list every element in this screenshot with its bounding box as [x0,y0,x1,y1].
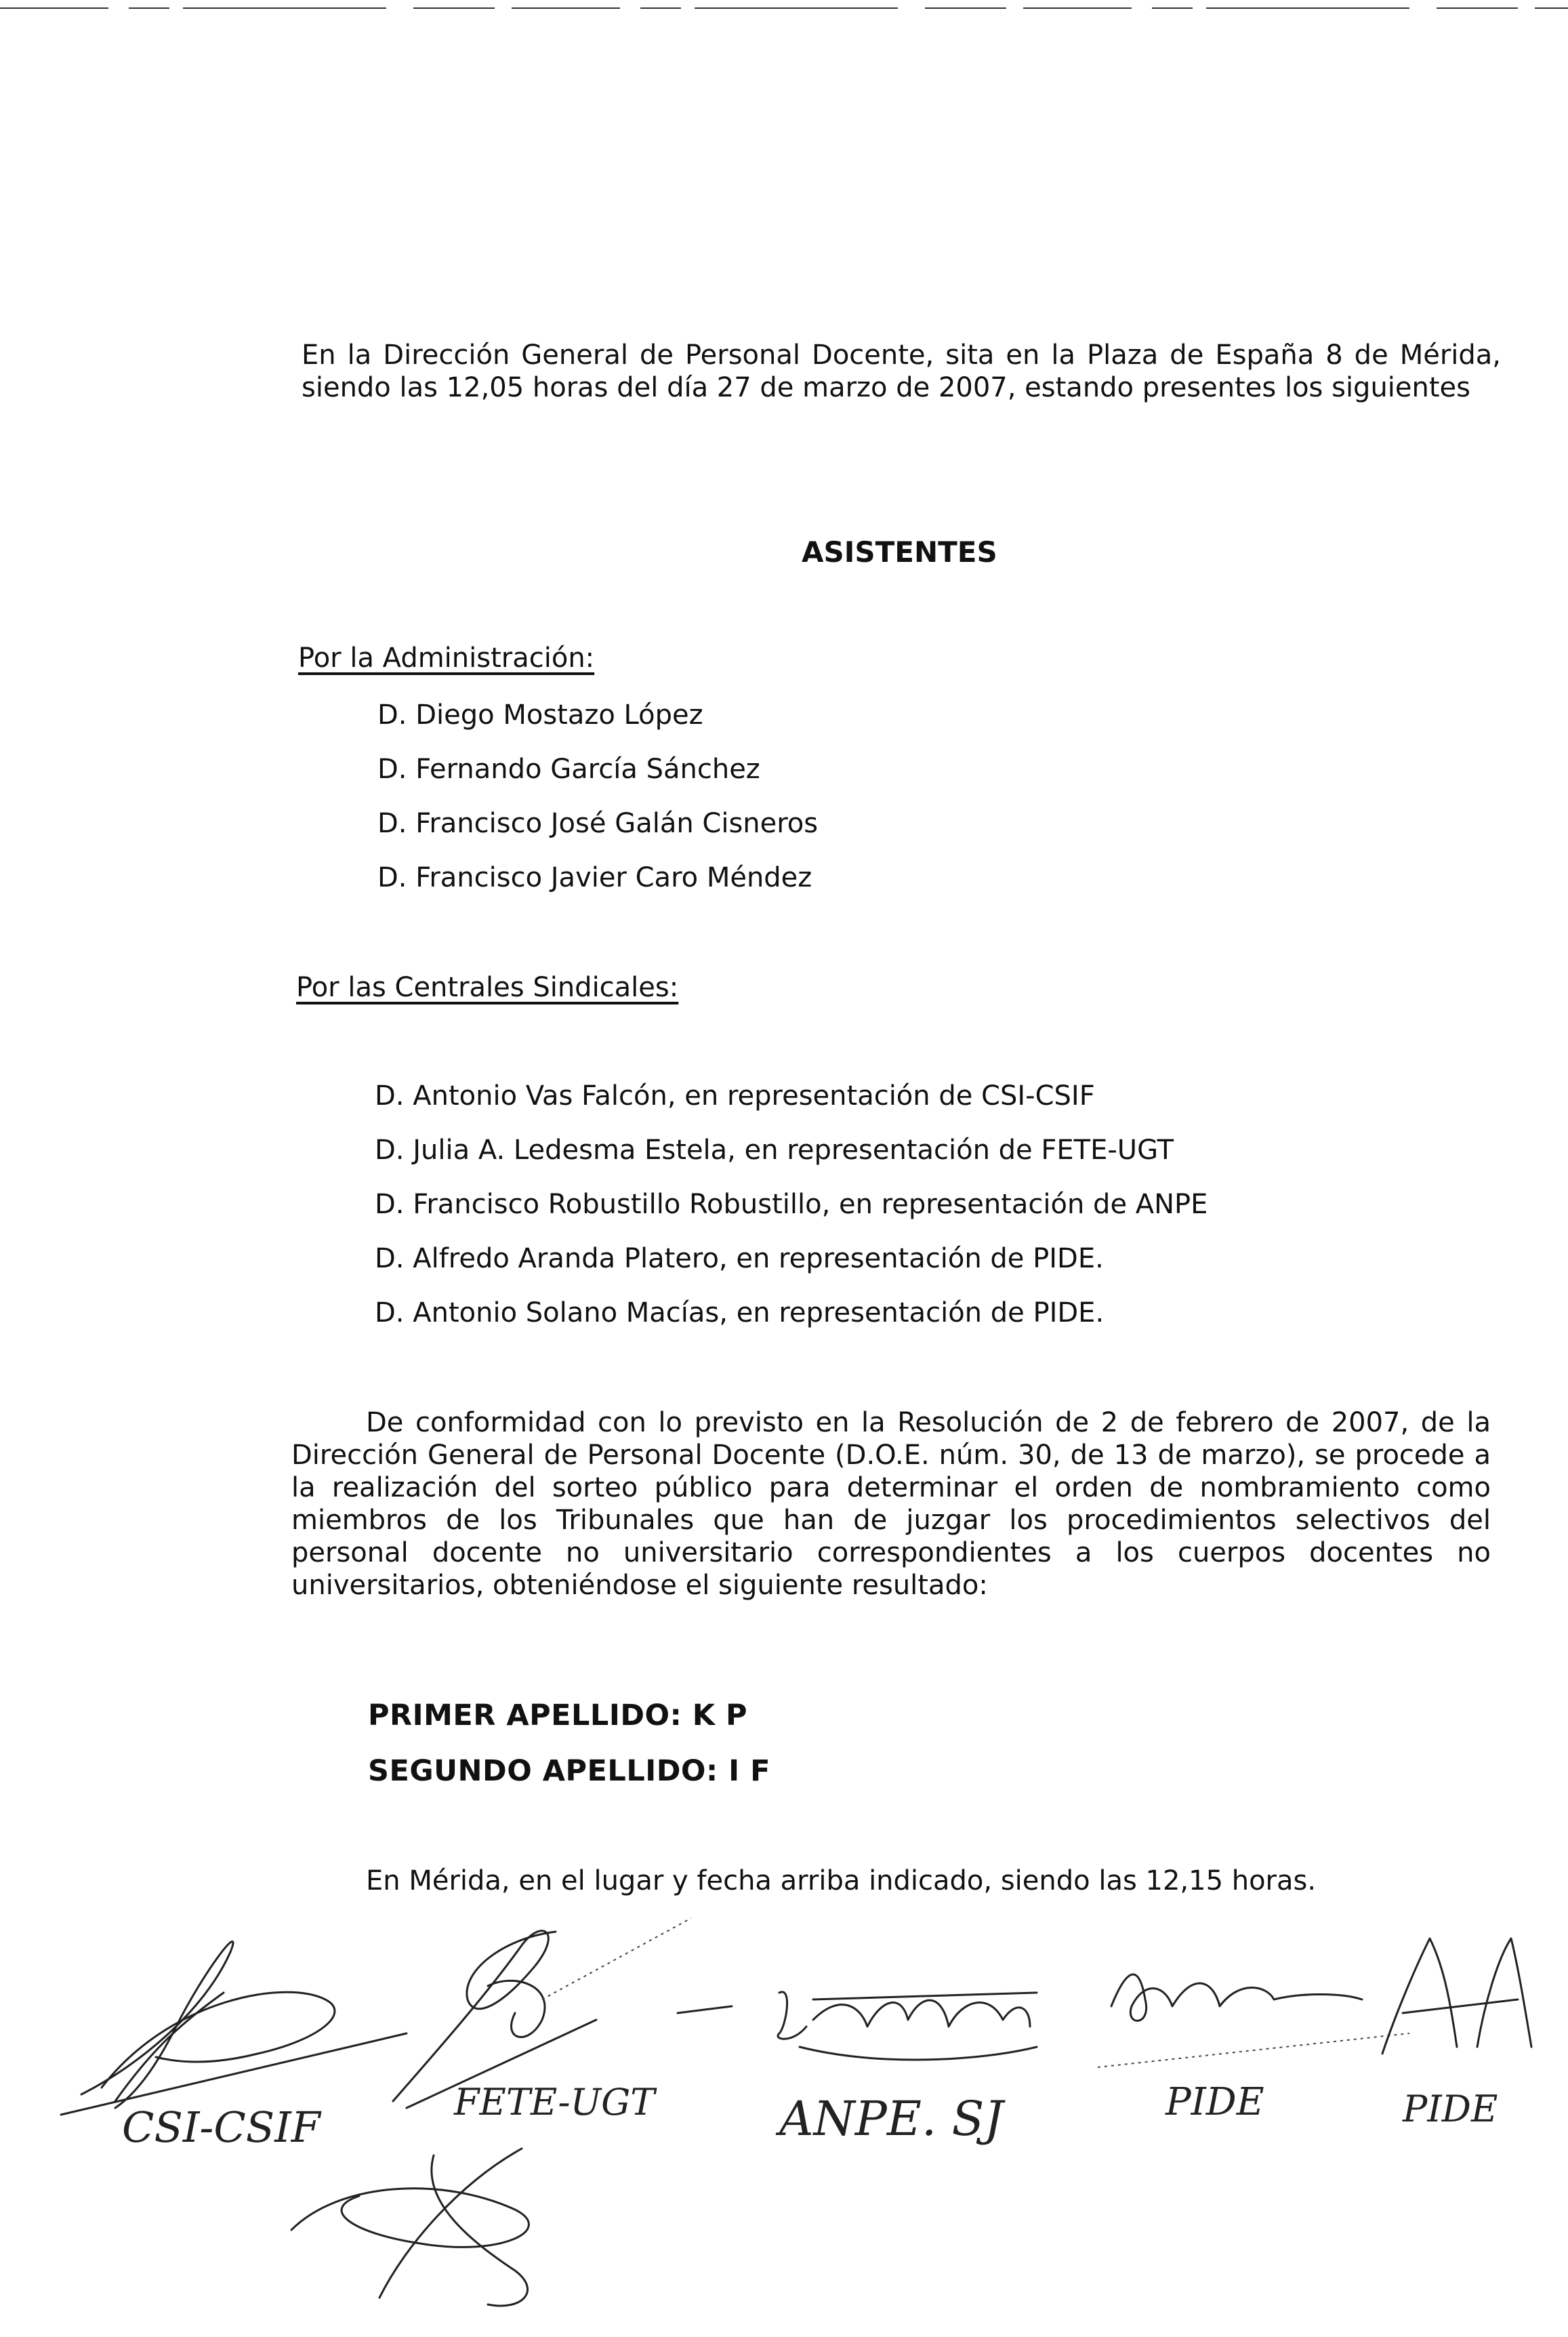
admin-member: D. Fernando García Sánchez [377,754,760,785]
administration-title: Por la Administración: [298,643,595,674]
first-surname-result: PRIMER APELLIDO: K P [368,1699,748,1732]
scan-edge-line [0,5,1568,12]
admin-member: D. Francisco José Galán Cisneros [377,808,819,839]
signature-label-anpe: ANPE. SJ [779,2091,1004,2147]
admin-member: D. Francisco Javier Caro Méndez [377,862,812,893]
signature-label-csif: CSI-CSIF [122,2102,321,2152]
signature-fete-ugt [291,1918,691,2306]
attendees-heading: ASISTENTES [802,535,997,569]
signature-csif [61,1941,407,2152]
signature-pide-2 [1382,1938,1531,2130]
unions-title: Por las Centrales Sindicales: [296,972,679,1003]
signature-pide-1 [1098,1974,1409,2124]
body-paragraph: De conformidad con lo previsto en la Resolución de 2 de febrero de 2007, de la Dirección General de Personal Docente (D.O.E. núm. 30, de 13 de marzo), se procede a la realización del sorteo público para determinar el orden de nombramiento como miembros de los Tribunales que han de juzgar los procedimientos selectivos del personal docente no universitario correspondientes a los cuerpos docentes no universitarios, obteniéndose el siguiente resultado: [291,1407,1491,1601]
signature-label-pide-1: PIDE [1165,2080,1264,2124]
signature-label-pide-2: PIDE [1403,2088,1498,2130]
union-member: D. Antonio Vas Falcón, en representación de CSI-CSIF [375,1080,1095,1112]
union-member: D. Alfredo Aranda Platero, en representación de PIDE. [375,1243,1104,1274]
closing-line: En Mérida, en el lugar y fecha arriba indicado, siendo las 12,15 horas. [366,1865,1317,1896]
signature-label-ugt: FETE-UGT [454,2081,655,2123]
second-surname-result: SEGUNDO APELLIDO: I F [368,1754,770,1788]
union-member: D. Antonio Solano Macías, en representación de PIDE. [375,1297,1105,1328]
admin-member: D. Diego Mostazo López [377,699,703,731]
union-member: D. Francisco Robustillo Robustillo, en representación de ANPE [375,1189,1208,1220]
intro-paragraph: En la Dirección General de Personal Docente, sita en la Plaza de España 8 de Mérida, siendo las 12,05 horas del día 27 de marzo de 2007, estando presentes los siguientes [302,340,1501,403]
signatures-area [0,1891,1568,2337]
union-member: D. Julia A. Ledesma Estela, en representación de FETE-UGT [375,1135,1174,1166]
signature-anpe [678,1992,1037,2147]
